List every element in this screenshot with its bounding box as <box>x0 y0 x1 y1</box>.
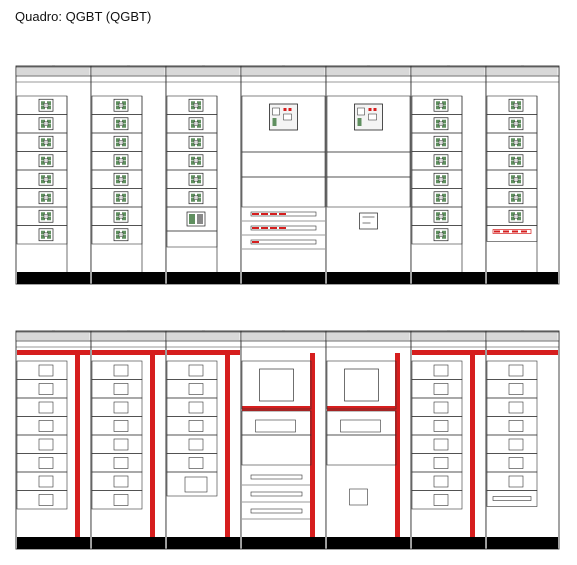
plinth <box>327 537 410 549</box>
breaker-icon <box>114 118 128 130</box>
busbar <box>487 350 558 355</box>
terminal-segment <box>279 227 286 229</box>
breaker-handle <box>514 140 518 144</box>
cabinet-column <box>486 328 559 549</box>
rear-cutout <box>114 476 128 487</box>
transformer-icon <box>360 213 378 229</box>
cabinet-frame <box>411 66 486 284</box>
plinth <box>242 537 325 549</box>
rear-cutout <box>114 384 128 395</box>
busbar-strip-segment <box>503 231 509 233</box>
vertical-distribution-busbar <box>470 353 475 537</box>
column-tag: ··· <box>202 63 205 67</box>
plinth <box>487 537 558 549</box>
air-circuit-breaker-icon <box>355 104 383 130</box>
breaker-handle <box>44 177 48 181</box>
breaker-icon <box>39 229 53 241</box>
breaker-handle <box>44 214 48 218</box>
rear-cutout <box>39 365 53 376</box>
column-header <box>241 67 326 76</box>
busbar-strip-segment <box>494 231 500 233</box>
breaker-handle <box>119 196 123 200</box>
rear-cutout <box>434 495 448 506</box>
rear-cutout <box>114 458 128 469</box>
cabinet-column <box>16 63 91 284</box>
breaker-handle <box>439 159 443 163</box>
plinth <box>487 272 558 284</box>
breaker-handle <box>194 122 198 126</box>
breaker-icon <box>39 136 53 148</box>
rear-cutout <box>39 439 53 450</box>
breaker-handle <box>439 177 443 181</box>
plinth <box>17 272 90 284</box>
breaker-icon <box>434 210 448 222</box>
breaker-handle <box>514 159 518 163</box>
plinth <box>92 272 165 284</box>
rear-strip <box>251 492 302 496</box>
breaker-icon <box>114 136 128 148</box>
breaker-icon <box>114 99 128 111</box>
breaker-handle <box>194 103 198 107</box>
breaker-icon <box>509 173 523 185</box>
breaker-icon <box>189 136 203 148</box>
cabinet-frame <box>166 66 241 284</box>
plinth <box>242 272 325 284</box>
plinth <box>17 537 90 549</box>
rear-cutout <box>39 476 53 487</box>
column-tag: ··· <box>282 328 285 332</box>
rear-cutout <box>509 384 523 395</box>
breaker-icon <box>39 99 53 111</box>
air-circuit-breaker-icon <box>270 104 298 130</box>
acb-handle <box>358 118 362 126</box>
rear-cutout <box>189 384 203 395</box>
terminal-strip <box>251 240 316 244</box>
breaker-icon <box>114 210 128 222</box>
column-header <box>16 67 91 76</box>
breaker-handle <box>119 214 123 218</box>
column-tag: ··· <box>127 328 130 332</box>
breaker-icon <box>189 173 203 185</box>
breaker-icon <box>189 118 203 130</box>
rear-cutout <box>39 458 53 469</box>
column-tag: ··· <box>447 63 450 67</box>
cabinet-frame <box>241 66 326 284</box>
cabinet-column <box>166 63 241 284</box>
terminal-segment <box>270 213 277 215</box>
breaker-icon <box>509 136 523 148</box>
terminal-strip-segments <box>252 241 259 243</box>
cabinet-frame <box>16 66 91 284</box>
vertical-distribution-busbar <box>150 353 155 537</box>
rear-cutout <box>185 477 207 492</box>
rear-cutout <box>189 365 203 376</box>
rear-strip <box>251 475 302 479</box>
breaker-icon <box>39 155 53 167</box>
breaker-handle <box>439 140 443 144</box>
column-header <box>326 332 411 341</box>
column-tag: ··· <box>282 63 285 67</box>
breaker-icon <box>509 118 523 130</box>
busbar-strip <box>493 230 531 234</box>
column-header <box>91 67 166 76</box>
terminal-segment <box>252 241 259 243</box>
breaker-icon <box>39 192 53 204</box>
acb-lamp <box>374 108 377 111</box>
breaker-icon <box>189 192 203 204</box>
acb-button <box>284 114 292 120</box>
column-header <box>166 332 241 341</box>
rear-cutout <box>189 439 203 450</box>
column-header <box>166 67 241 76</box>
cabinet-frame <box>91 66 166 284</box>
cabinet-column <box>326 63 411 284</box>
breaker-handle <box>514 196 518 200</box>
breaker-handle <box>439 233 443 237</box>
breaker-handle <box>44 122 48 126</box>
rear-strip <box>493 497 531 501</box>
column-header <box>16 332 91 341</box>
acb-button <box>369 114 377 120</box>
breaker-icon <box>434 229 448 241</box>
column-header <box>241 332 326 341</box>
breaker-icon <box>434 118 448 130</box>
breaker-icon <box>114 173 128 185</box>
column-header <box>91 332 166 341</box>
rear-cutout <box>341 420 381 432</box>
breaker-handle <box>119 140 123 144</box>
breaker-icon <box>509 155 523 167</box>
rear-cutout <box>260 369 294 401</box>
breaker-handle <box>514 103 518 107</box>
breaker-handle <box>194 177 198 181</box>
breaker-icon <box>434 173 448 185</box>
rear-cutout <box>39 384 53 395</box>
terminal-segment <box>252 213 259 215</box>
cabinet-frame <box>326 66 411 284</box>
rear-cutout <box>39 402 53 413</box>
breaker-handle <box>439 196 443 200</box>
column-tag: ··· <box>202 328 205 332</box>
breaker-icon <box>509 99 523 111</box>
breaker-icon <box>189 155 203 167</box>
column-header <box>411 67 486 76</box>
breaker-handle <box>44 140 48 144</box>
cabinet-column <box>91 63 166 284</box>
terminal-segment <box>252 227 259 229</box>
cabinet-column <box>241 328 326 549</box>
breaker-handle <box>119 159 123 163</box>
breaker-handle <box>119 103 123 107</box>
column-tag: ··· <box>447 328 450 332</box>
rear-cutout <box>256 420 296 432</box>
breaker-handle <box>514 177 518 181</box>
rear-cutout <box>509 476 523 487</box>
rear-cutout <box>434 458 448 469</box>
breaker-handle <box>439 214 443 218</box>
column-tag: ··· <box>52 328 55 332</box>
plinth <box>412 537 485 549</box>
breaker-icon <box>39 118 53 130</box>
rear-cutout <box>114 402 128 413</box>
rear-cutout <box>509 439 523 450</box>
breaker-handle <box>439 122 443 126</box>
column-header <box>411 332 486 341</box>
column-tag: ··· <box>52 63 55 67</box>
acb-lamp <box>289 108 292 111</box>
main-horizontal-busbar <box>487 350 558 355</box>
breaker-icon <box>114 229 128 241</box>
plinth <box>167 537 240 549</box>
plinth <box>412 272 485 284</box>
rear-cutout <box>39 495 53 506</box>
busbar-strip-segment <box>521 231 527 233</box>
rear-cutout <box>39 421 53 432</box>
rear-view <box>16 328 559 549</box>
breaker-icon <box>39 210 53 222</box>
column-tag: ··· <box>521 328 524 332</box>
cabinet-column <box>486 63 559 284</box>
rear-cutout <box>114 421 128 432</box>
rear-cutout <box>345 369 379 401</box>
breaker-handle <box>119 177 123 181</box>
breaker-icon <box>509 210 523 222</box>
breaker-handle <box>44 196 48 200</box>
rear-cutout <box>434 439 448 450</box>
transformer-body <box>360 213 378 229</box>
plinth <box>167 272 240 284</box>
terminal-segment <box>279 213 286 215</box>
breaker-handle <box>44 103 48 107</box>
rear-cutout <box>434 421 448 432</box>
breaker-handle <box>439 103 443 107</box>
acb-lamp <box>284 108 287 111</box>
page-title: Quadro: QGBT (QGBT) <box>15 9 152 24</box>
column-tag: ··· <box>127 63 130 67</box>
acb-display <box>273 108 280 115</box>
horizontal-connection-busbar <box>242 406 311 411</box>
plinth <box>327 272 410 284</box>
acb-handle <box>273 118 277 126</box>
column-header <box>326 67 411 76</box>
rear-cutout <box>434 384 448 395</box>
breaker-icon <box>434 155 448 167</box>
breaker-icon <box>434 99 448 111</box>
terminal-segment <box>270 227 277 229</box>
breaker-handle <box>194 140 198 144</box>
rear-cutout <box>509 365 523 376</box>
rear-cutout <box>509 458 523 469</box>
cabinet-column <box>16 328 91 549</box>
breaker-icon <box>509 192 523 204</box>
breaker-handle <box>194 159 198 163</box>
busbar-strip-segment <box>512 231 518 233</box>
cabinet-column <box>241 63 326 284</box>
breaker-icon <box>114 155 128 167</box>
column-tag: ··· <box>521 63 524 67</box>
breaker-icon <box>434 136 448 148</box>
cabinet-column <box>166 328 241 549</box>
rear-strip <box>251 509 302 513</box>
breaker-handle <box>119 233 123 237</box>
breaker-handle <box>514 214 518 218</box>
breaker-icon <box>114 192 128 204</box>
breaker-icon <box>434 192 448 204</box>
column-tag: ··· <box>367 328 370 332</box>
rear-cutout <box>350 489 368 505</box>
rear-cutout <box>434 476 448 487</box>
meter-face <box>197 214 203 224</box>
rear-cutout <box>189 421 203 432</box>
cabinet-column <box>326 328 411 549</box>
acb-display <box>358 108 365 115</box>
breaker-handle <box>119 122 123 126</box>
meter-icon <box>187 212 205 226</box>
rear-cutout <box>189 458 203 469</box>
vertical-distribution-busbar <box>75 353 80 537</box>
rear-cutout <box>434 402 448 413</box>
meter-face <box>189 214 195 224</box>
cabinet-column <box>91 328 166 549</box>
front-view <box>16 63 559 284</box>
rear-cutout <box>114 495 128 506</box>
vertical-distribution-busbar <box>225 353 230 537</box>
terminal-segment <box>261 213 268 215</box>
cabinet-column <box>411 328 486 549</box>
terminal-segment <box>261 227 268 229</box>
horizontal-connection-busbar <box>327 406 396 411</box>
breaker-icon <box>39 173 53 185</box>
breaker-handle <box>514 122 518 126</box>
breaker-handle <box>44 159 48 163</box>
rear-cutout <box>434 365 448 376</box>
rear-cutout <box>114 365 128 376</box>
rear-cutout <box>189 402 203 413</box>
rear-cutout <box>114 439 128 450</box>
column-tag: ··· <box>367 63 370 67</box>
breaker-icon <box>189 99 203 111</box>
cabinet-column <box>411 63 486 284</box>
rear-cutout <box>509 421 523 432</box>
acb-lamp <box>369 108 372 111</box>
breaker-handle <box>44 233 48 237</box>
breaker-handle <box>194 196 198 200</box>
rear-cutout <box>509 402 523 413</box>
plinth <box>92 537 165 549</box>
